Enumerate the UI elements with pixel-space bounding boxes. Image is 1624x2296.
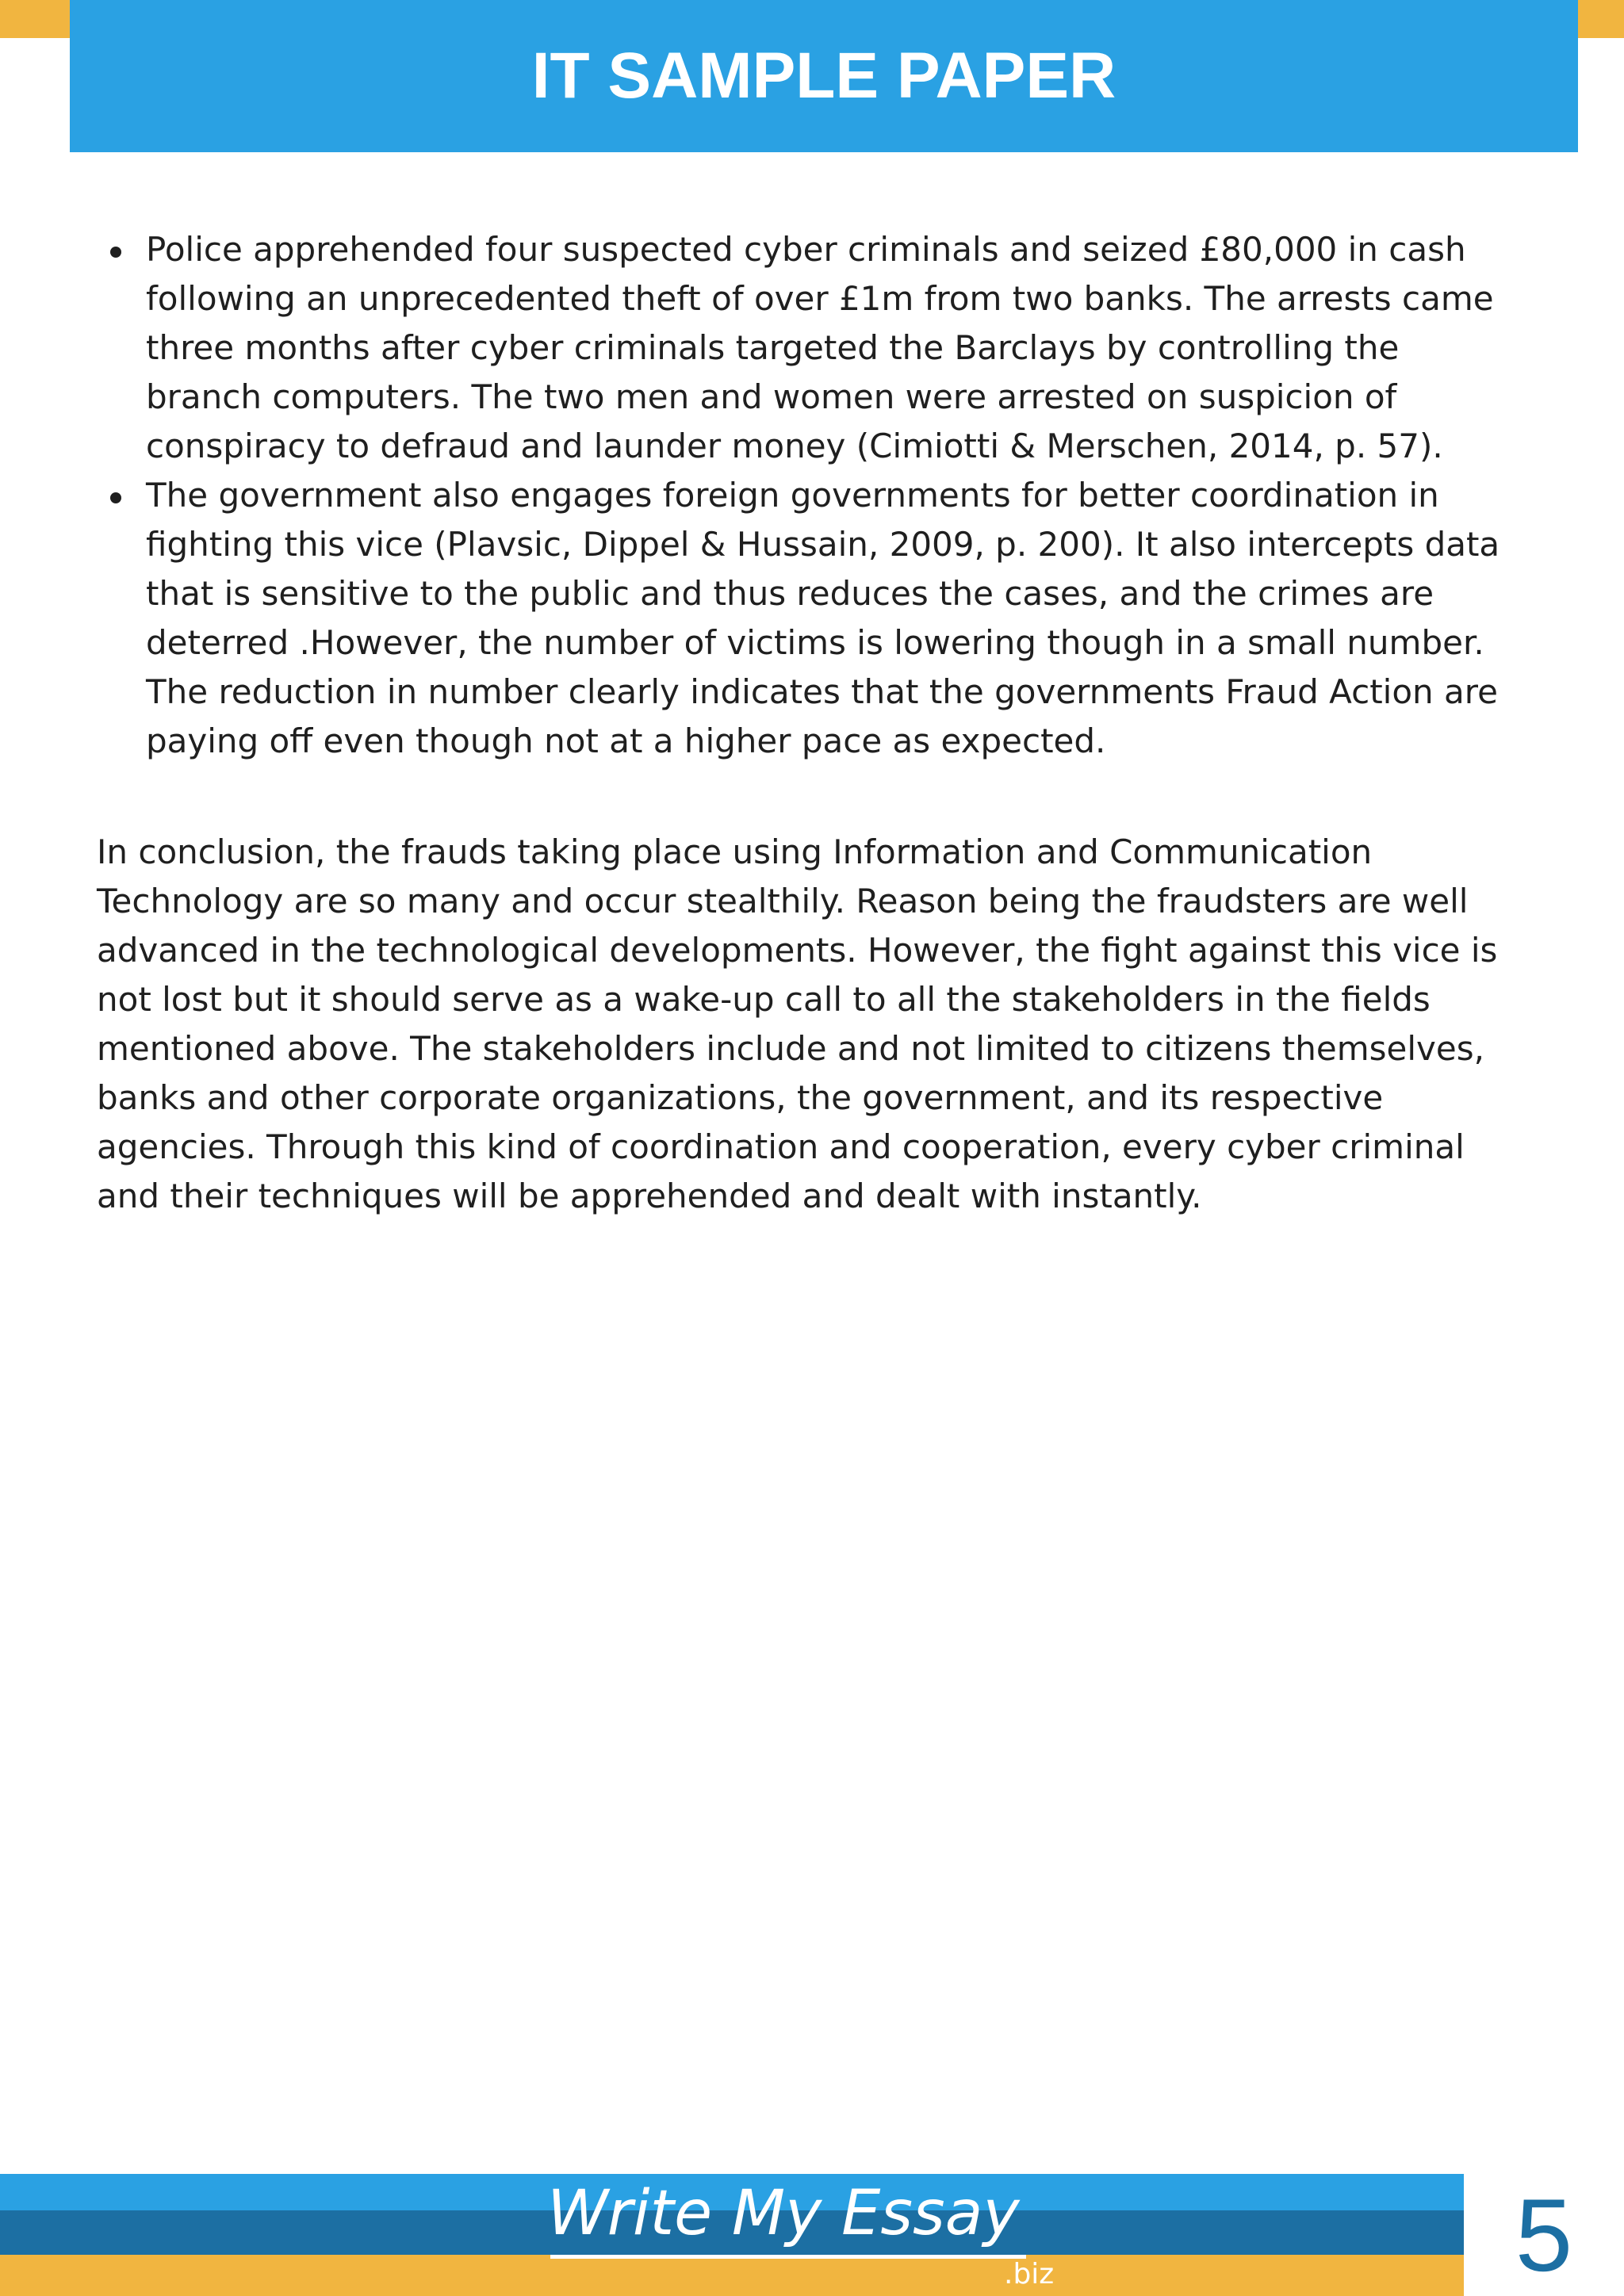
list-item [146, 471, 1524, 766]
document-body [97, 225, 1524, 1221]
bullet-icon [110, 247, 121, 258]
logo-text: Write My Essay [547, 2178, 1020, 2249]
bullet-text: Police apprehended four suspected cyber criminals and seized £80,000 in cash following an unprecedented theft of over £1m from two banks. The arrests came three months after cyber criminals targeted the Barclays by controlling the branch computers. The two men and women were arrested on suspicion of conspiracy to defraud and launder money (Cimiotti & Merschen, 2014, p. 57). [146, 230, 1494, 465]
page-number-box [1464, 2174, 1624, 2296]
page-title: IT SAMPLE PAPER [531, 40, 1116, 112]
bullet-text: The government also engages foreign governments for better coordination in fighting this vice (Plavsic, Dippel & Hussain, 2009, p. 200). It also intercepts data that is sensitive to the public and thus reduces the cases, and the crimes are deterred .However, the number of victims is lowering though in a small number. The reduction in number clearly indicates that the governments Fraud Action are paying off even though not at a higher pace as expected. [146, 476, 1500, 760]
logo-tld: .biz [1004, 2258, 1055, 2290]
brand-logo [541, 2178, 1080, 2293]
logo-underline [550, 2255, 1026, 2259]
top-accent-right [1578, 0, 1624, 38]
header-band [70, 0, 1578, 152]
top-accent-left [0, 0, 70, 38]
bullet-icon [110, 492, 121, 503]
conclusion-paragraph: In conclusion, the frauds taking place using Information and Communication Technology are so many and occur stealthily. Reason being the fraudsters are well advanced in the technological developments. However, the fight against this vice is not lost but it should serve as a wake-up call to all the stakeholders in the fields mentioned above. The stakeholders include and not limited to citizens themselves, banks and other corporate organizations, the government, and its respective agencies. Through this kind of coordination and cooperation, every cyber criminal and their techniques will be apprehended and dealt with instantly. [97, 832, 1498, 1215]
page-number: 5 [1515, 2177, 1573, 2293]
list-item [146, 225, 1524, 471]
bullet-list [97, 225, 1524, 766]
